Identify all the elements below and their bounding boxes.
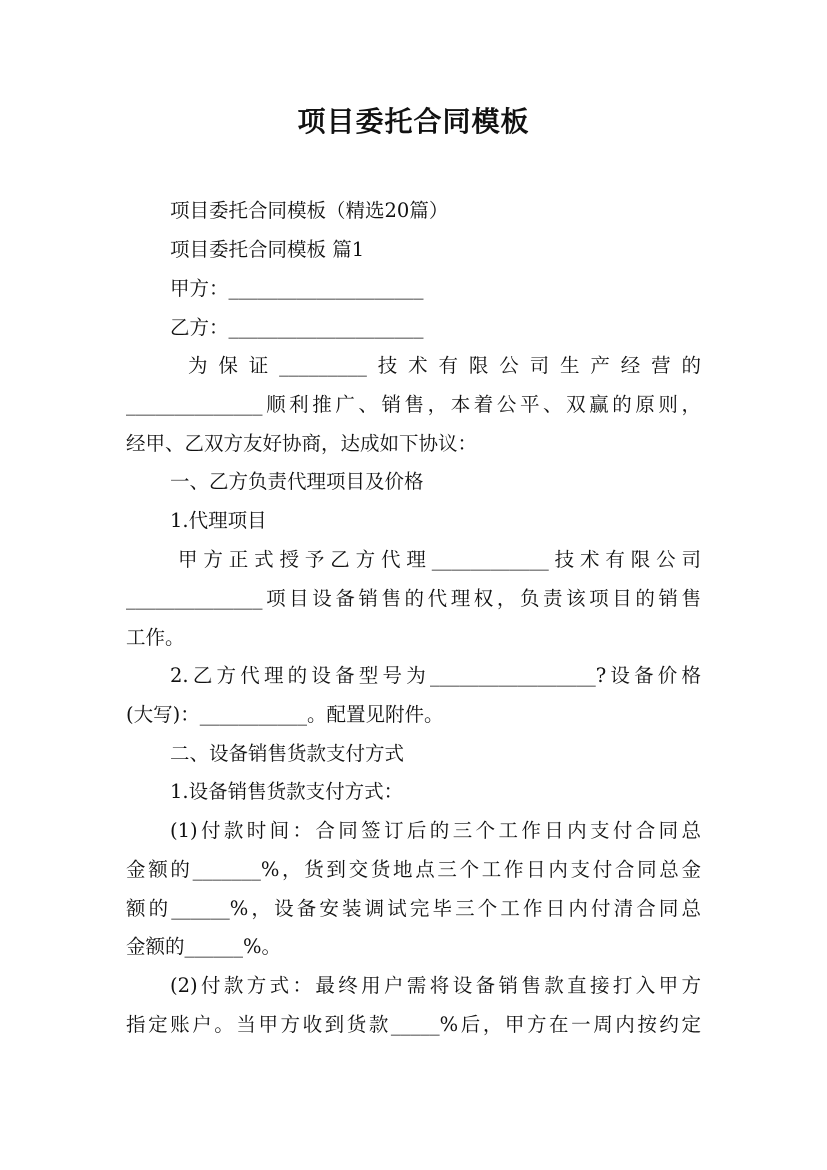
section-1-heading: 一、乙方负责代理项目及价格	[170, 470, 424, 493]
section-2-heading: 二、设备销售货款支付方式	[170, 742, 405, 765]
section-2-1-heading: 1.设备销售货款支付方式：	[170, 780, 404, 803]
party-a-line: 甲方：____________________	[170, 277, 424, 300]
clause-1-line-1: 甲方正式授予乙方代理____________技术有限公司	[178, 548, 701, 571]
document-subtitle: 项目委托合同模板（精选20篇）	[170, 199, 449, 222]
clause-1-line-2: ______________项目设备销售的代理权，负责该项目的销售	[126, 587, 701, 610]
payment-time-line-1: (1)付款时间：合同签订后的三个工作日内支付合同总	[170, 819, 701, 842]
party-b-line: 乙方：____________________	[170, 316, 424, 339]
payment-method-line-2: 指定账户。当甲方收到货款_____%后，甲方在一周内按约定	[126, 1013, 701, 1036]
payment-time-line-3: 额的______%，设备安装调试完毕三个工作日内付清合同总	[126, 897, 701, 920]
intro-paragraph-line-3: 经甲、乙双方友好协商，达成如下协议：	[126, 432, 478, 455]
clause-1-line-3: 工作。	[126, 626, 185, 649]
article-heading: 项目委托合同模板 篇1	[170, 238, 365, 261]
document-title: 项目委托合同模板	[297, 105, 530, 138]
payment-time-line-2: 金额的_______%，货到交货地点三个工作日内支付合同总金	[126, 858, 701, 881]
intro-paragraph-line-2: ______________顺利推广、销售，本着公平、双赢的原则，	[126, 393, 701, 416]
intro-paragraph-line-1: 为保证_________技术有限公司生产经营的	[188, 354, 701, 377]
section-1-1-heading: 1.代理项目	[170, 509, 267, 532]
clause-2-line-1: 2.乙方代理的设备型号为_________________?设备价格	[170, 664, 701, 687]
payment-method-line-1: (2)付款方式：最终用户需将设备销售款直接打入甲方	[170, 974, 701, 997]
clause-2-line-2: (大写)：___________。配置见附件。	[126, 703, 444, 726]
payment-time-line-4: 金额的______%。	[126, 935, 282, 958]
